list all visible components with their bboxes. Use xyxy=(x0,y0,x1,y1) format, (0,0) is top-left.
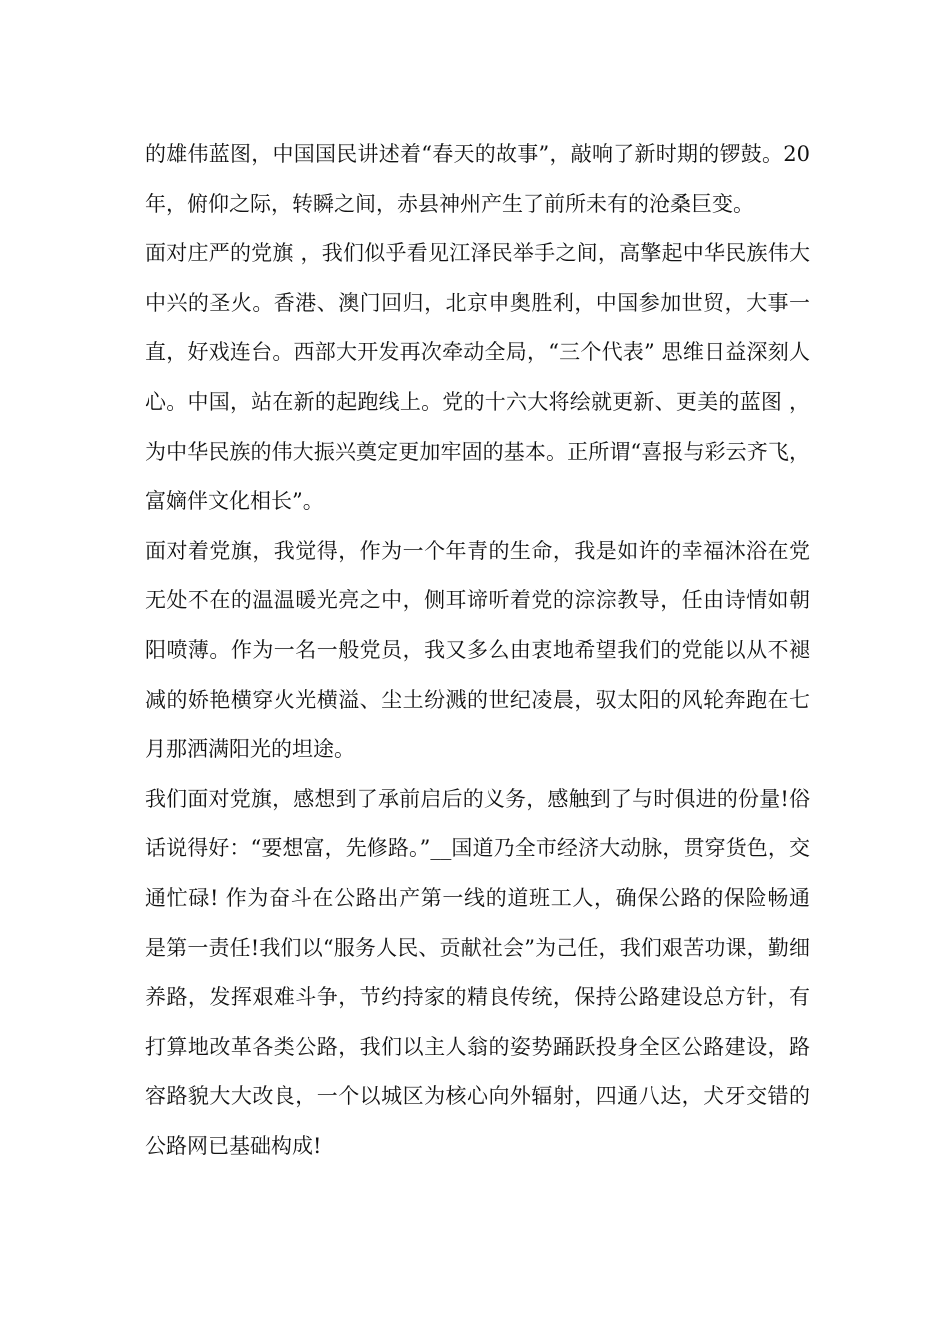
paragraph-4: 我们面对党旗，感想到了承前启后的义务，感触到了与时俱进的份量!俗话说得好：“要想富，先修路。”__国道乃全市经济大动脉，贯穿货色，交通忙碌! 作为奋斗在公路出产第一线的道班工人，确保公路的保险畅通是第一责任!我们以“服务人民、贡献社会”为己任，我们艰苦功课，勤细养路，发挥艰难斗争，节约持家的精良传统，保持公路建设总方针，有打算地改革各类公路，我们以主人翁的姿势踊跃投身全区公路建设，路容路貌大大改良，一个以城区为核心向外辐射，四通八达，犬牙交错的公路网已基础构成! xyxy=(145,786,810,1158)
paragraph-3: 面对着党旗，我觉得，作为一个年青的生命，我是如许的幸福沐浴在党无处不在的温温暖光亮之中，侧耳谛听着党的淙淙教导，任由诗情如朝阳喷薄。作为一名一般党员，我又多么由衷地希望我们的党能以从不褪减的娇艳横穿火光横溢、尘土纷溅的世纪凌晨，驭太阳的风轮奔跑在七月那洒满阳光的坦途。 xyxy=(145,538,810,762)
document-body xyxy=(145,130,810,1171)
paragraph-1: 的雄伟蓝图，中国国民讲述着“春天的故事”，敲响了新时期的锣鼓。20年，俯仰之际，转瞬之间，赤县神州产生了前所未有的沧桑巨变。 xyxy=(145,142,810,216)
paragraph-2: 面对庄严的党旗 ，我们似乎看见江泽民举手之间，高擎起中华民族伟大中兴的圣火。香港、澳门回归，北京申奥胜利，中国参加世贸，大事一直，好戏连台。西部大开发再次牵动全局，“三个代表” 思维日益深刻人心。中国，站在新的起跑线上。党的十六大将绘就更新、更美的蓝图 ，为中华民族的伟大振兴奠定更加牢固的基本。正所谓“喜报与彩云齐飞，富嫡伴文化相长”。 xyxy=(145,241,810,514)
